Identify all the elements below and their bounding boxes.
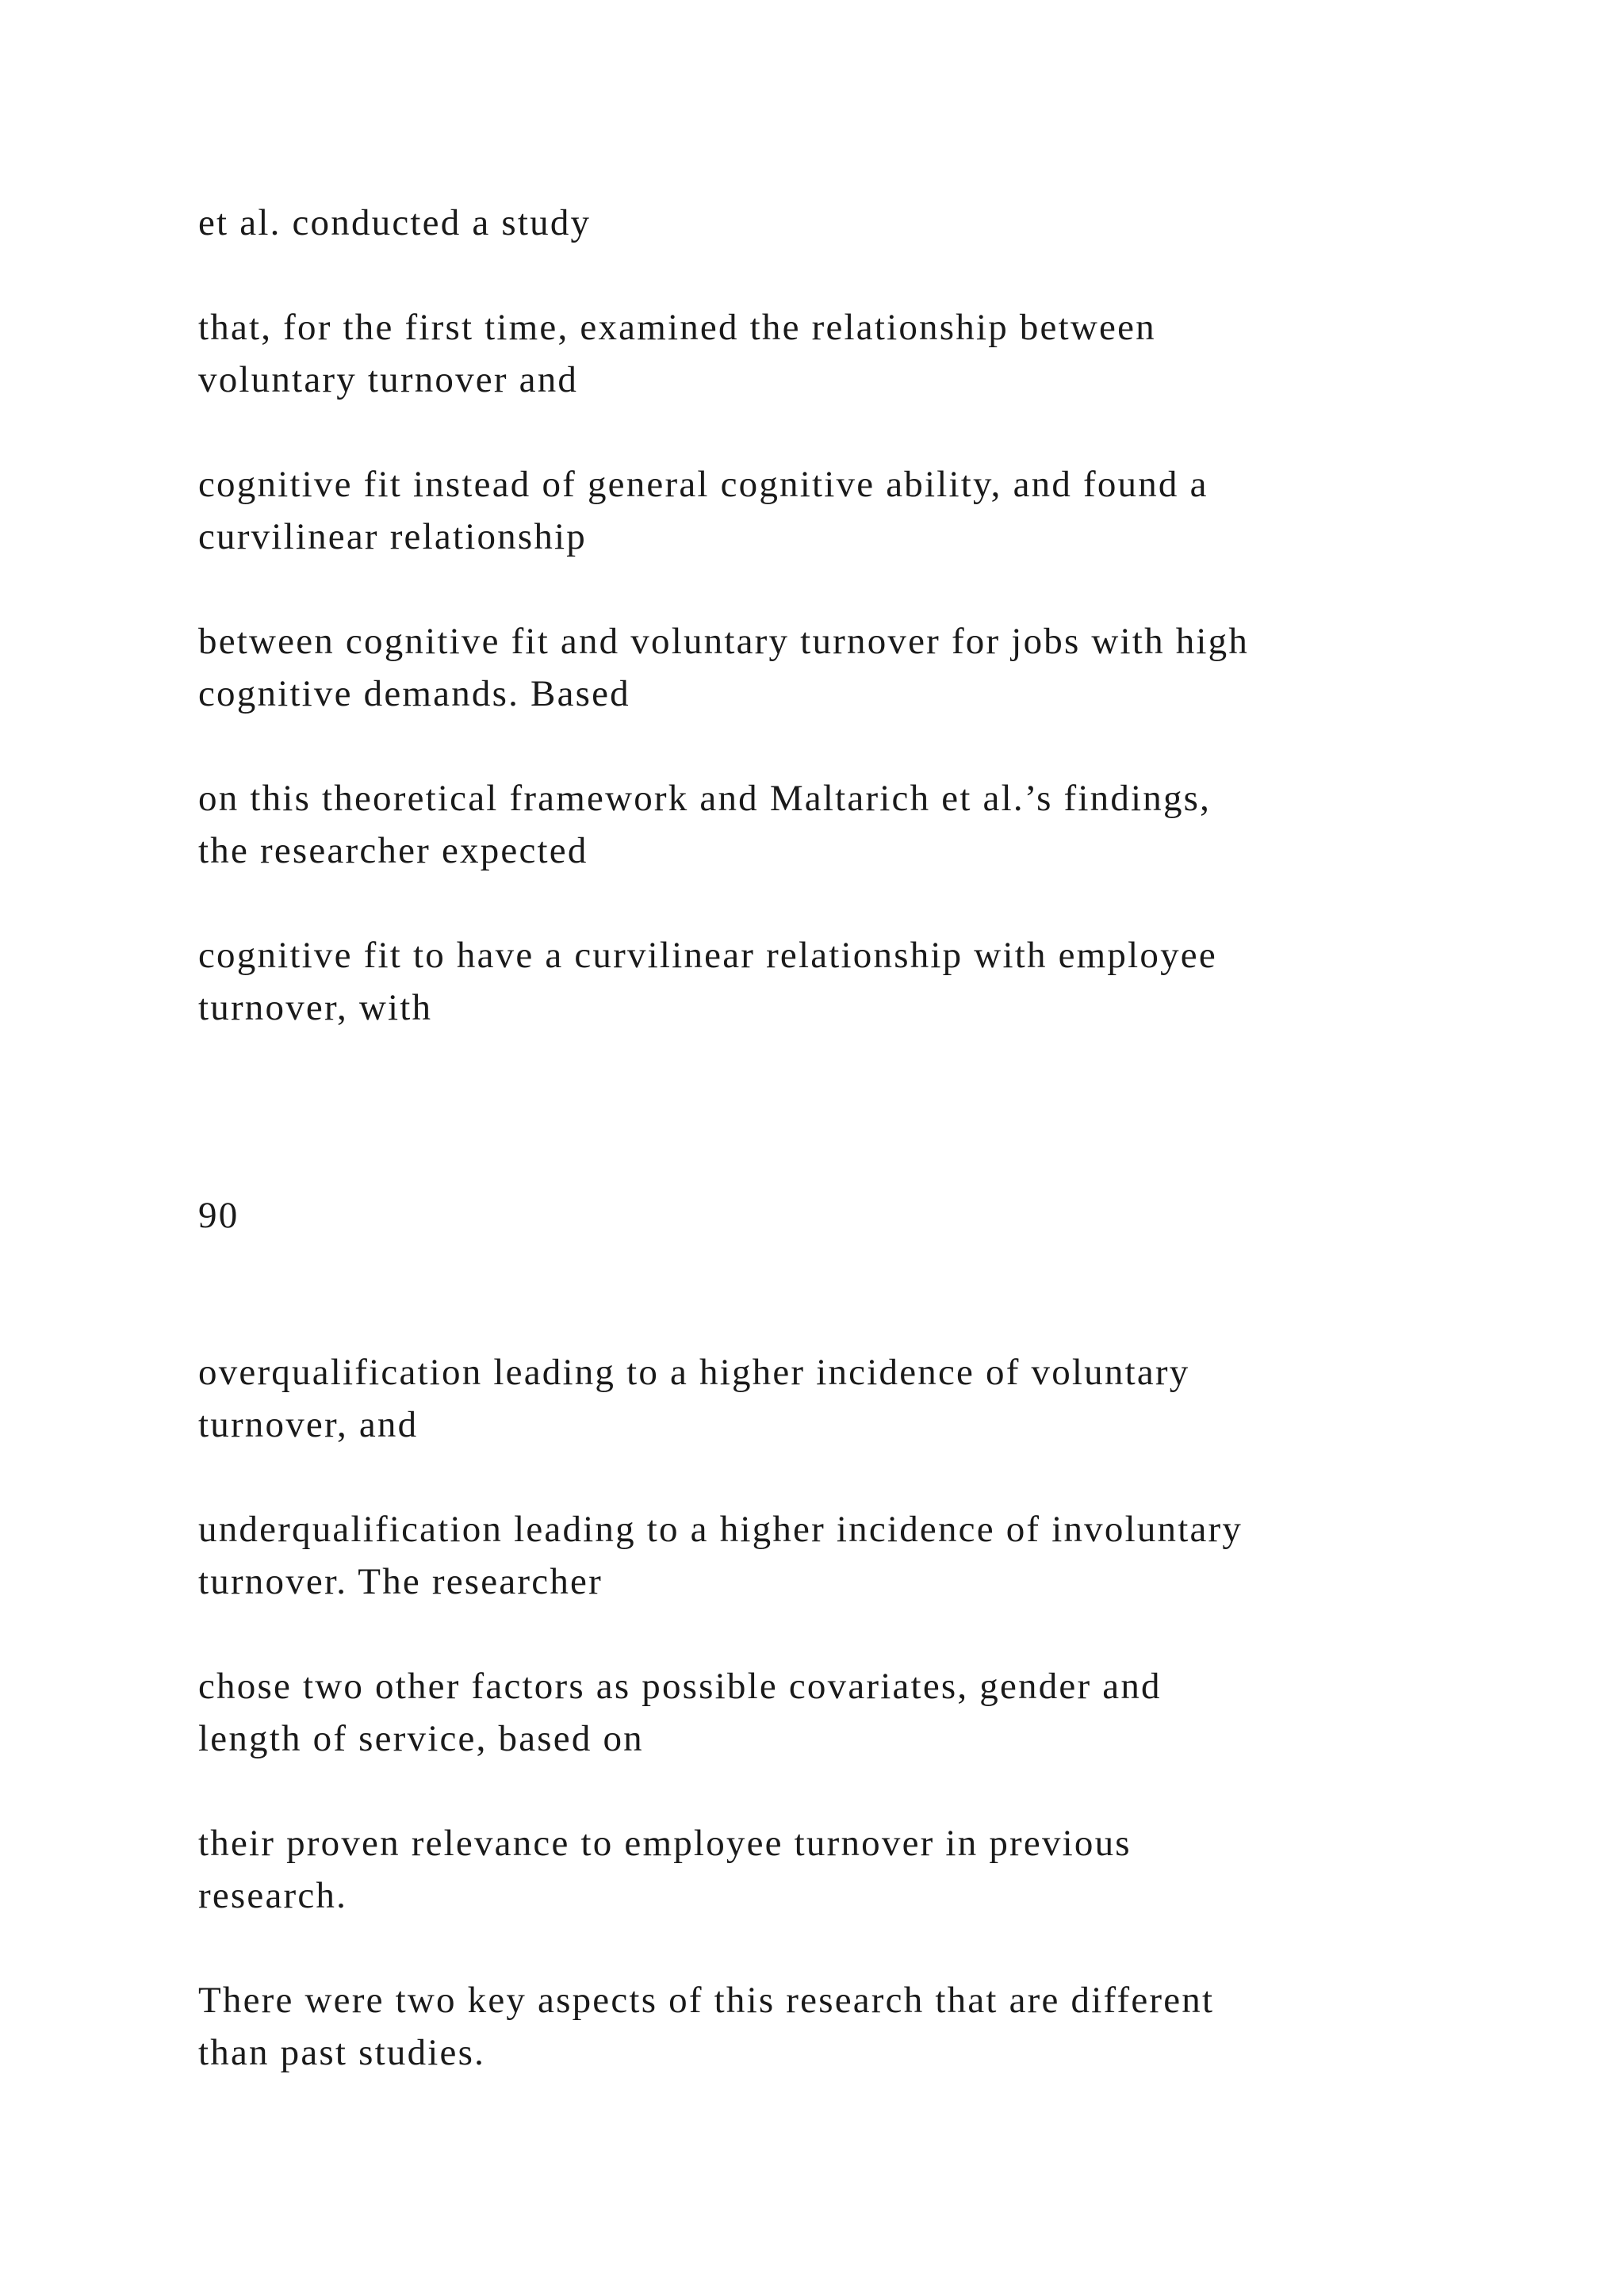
text-line: cognitive demands. Based (198, 673, 630, 714)
text-line: research. (198, 1875, 348, 1916)
text-line: overqualification leading to a higher incidence of voluntary (198, 1352, 1190, 1393)
text-line: cognitive fit to have a curvilinear relationship with employee (198, 935, 1217, 976)
paragraph-2 (198, 301, 1499, 406)
paragraph-6 (198, 929, 1499, 1034)
text-line: between cognitive fit and voluntary turnover for jobs with high (198, 621, 1250, 662)
text-line: on this theoretical framework and Maltarich et al.’s findings, (198, 778, 1212, 819)
paragraph-11 (198, 1974, 1499, 2079)
text-line: turnover. The researcher (198, 1561, 603, 1602)
text-line: turnover, and (198, 1404, 419, 1445)
page-number (198, 1189, 1499, 1242)
text-line: length of service, based on (198, 1718, 644, 1759)
paragraph-9 (198, 1660, 1499, 1765)
text-line: than past studies. (198, 2032, 486, 2073)
paragraph-4 (198, 615, 1499, 720)
paragraph-1 (198, 197, 1499, 249)
paragraph-3 (198, 458, 1499, 563)
text-line: their proven relevance to employee turnover in previous (198, 1823, 1132, 1864)
text-line: turnover, with (198, 987, 433, 1028)
text-line: that, for the first time, examined the relationship between (198, 307, 1156, 348)
text-line: There were two key aspects of this research that are different (198, 1980, 1215, 2021)
paragraph-10 (198, 1817, 1499, 1922)
text-line: voluntary turnover and (198, 359, 579, 400)
text-line: underqualification leading to a higher incidence of involuntary (198, 1509, 1243, 1550)
text-line: the researcher expected (198, 830, 588, 871)
paragraph-7 (198, 1346, 1499, 1451)
paragraph-8 (198, 1503, 1499, 1608)
text-line: curvilinear relationship (198, 516, 588, 557)
text-line: chose two other factors as possible covariates, gender and (198, 1666, 1162, 1707)
text-line: et al. conducted a study (198, 202, 592, 243)
paragraph-5 (198, 772, 1499, 877)
page-number-text: 90 (198, 1195, 239, 1236)
text-line: cognitive fit instead of general cognitive ability, and found a (198, 464, 1208, 505)
